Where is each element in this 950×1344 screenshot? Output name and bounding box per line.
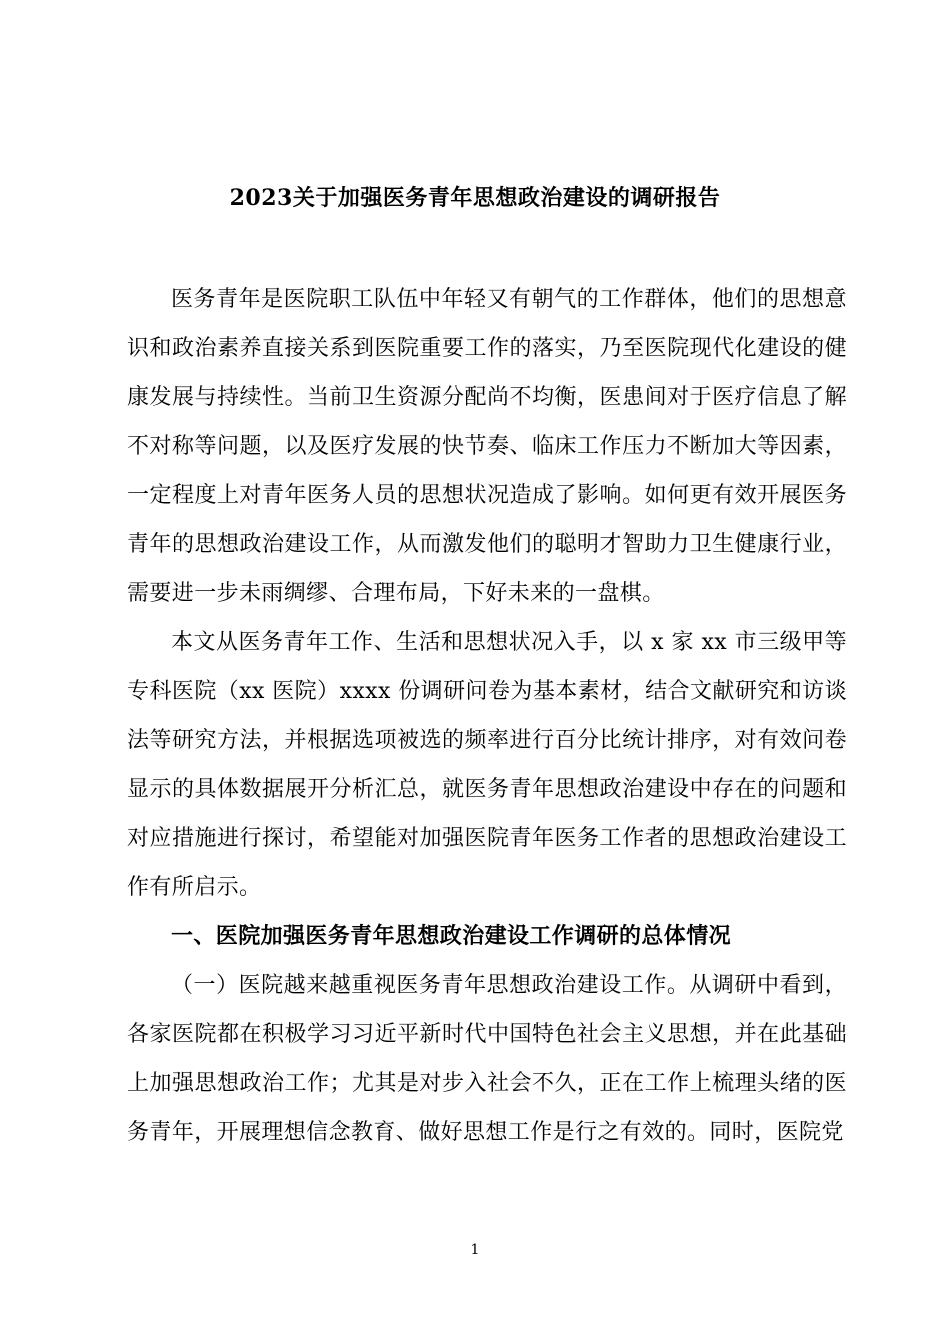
section-paragraph: （一）医院越来越重视医务青年思想政治建设工作。从调研中看到，各家医院都在积极学习习近平新时代中国特色社会主义思想，并在此基础上加强思想政治工作；尤其是对步入社会不久，正在工作上梳理头绪的医务青年，开展理想信念教育、做好思想工作是行之有效的。同时，医院党 [127, 973, 847, 1145]
document-title: 2023关于加强医务青年思想政治建设的调研报告 [229, 185, 721, 211]
section-heading: 一、医院加强医务青年思想政治建设工作调研的总体情况 [171, 923, 732, 949]
document-body [127, 275, 847, 1157]
body-paragraph-1: 医务青年是医院职工队伍中年轻又有朝气的工作群体，他们的思想意识和政治素养直接关系到医院重要工作的落实，乃至医院现代化建设的健康发展与持续性。当前卫生资源分配尚不均衡，医患间对于医疗信息了解不对称等问题，以及医疗发展的快节奏、临床工作压力不断加大等因素，一定程度上对青年医务人员的思想状况造成了影响。如何更有效开展医务青年的思想政治建设工作，从而激发他们的聪明才智助力卫生健康行业，需要进一步未雨绸缪、合理布局，下好未来的一盘棋。 [127, 287, 847, 606]
body-paragraph-2: 本文从医务青年工作、生活和思想状况入手，以 x 家 xx 市三级甲等专科医院（xx 医院）xxxx 份调研问卷为基本素材，结合文献研究和访谈法等研究方法，并根据选项被选的频率进行百分比统计排序，对有效问卷显示的具体数据展开分析汇总，就医务青年思想政治建设中存在的问题和对应措施进行探讨，希望能对加强医院青年医务工作者的思想政治建设工作有所启示。 [127, 630, 847, 900]
page-number: 1 [470, 1242, 480, 1258]
